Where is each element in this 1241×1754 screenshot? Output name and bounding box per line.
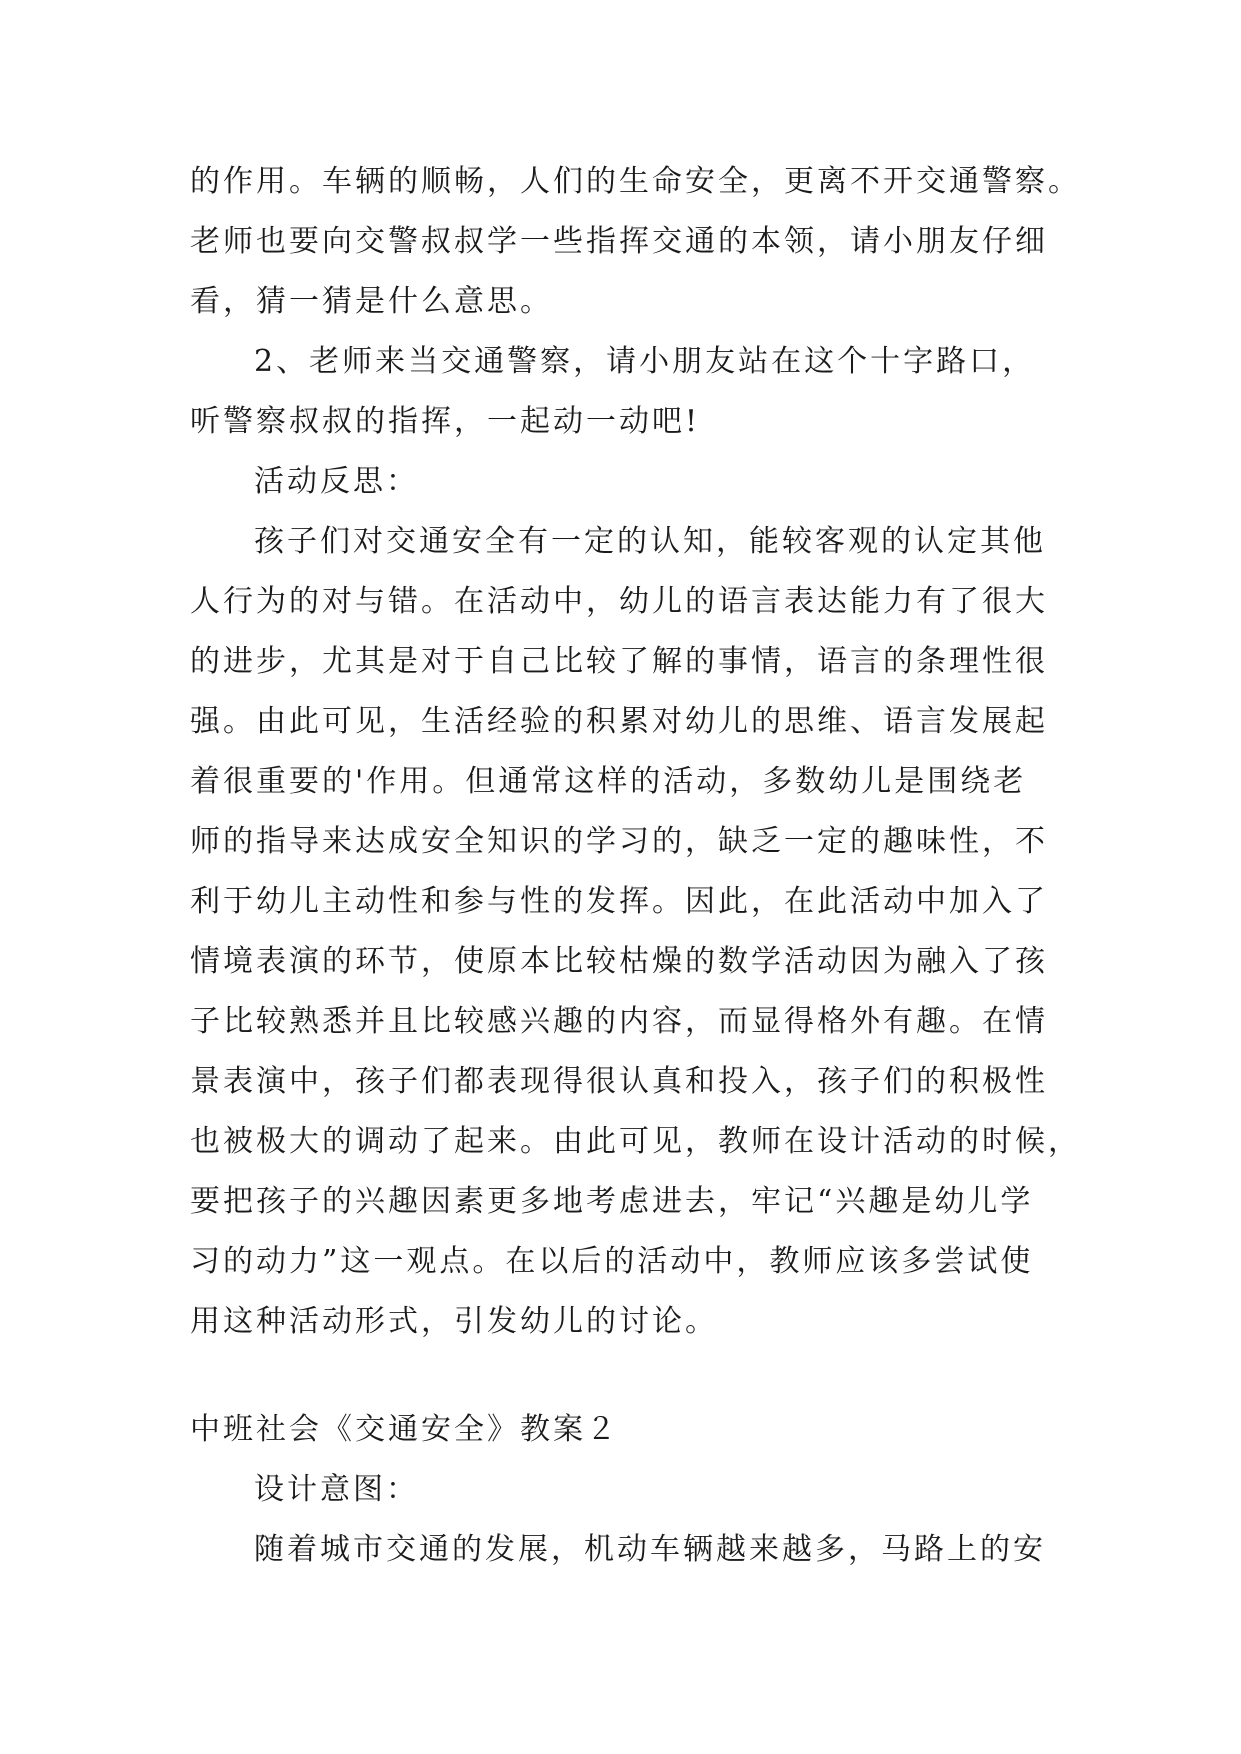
body-line: 景表演中，孩子们都表现得很认真和投入，孩子们的积极性 — [190, 1064, 1048, 1099]
body-line: 看，猜一猜是什么意思。 — [190, 284, 553, 319]
body-line: 习的动力”这一观点。在以后的活动中，教师应该多尝试使 — [190, 1244, 1034, 1279]
section-heading-design-intent: 设计意图： — [254, 1472, 419, 1507]
document-title: 中班社会《交通安全》教案２ — [190, 1412, 619, 1447]
body-line: 听警察叔叔的指挥，一起动一动吧! — [190, 404, 701, 439]
body-line: 孩子们对交通安全有一定的认知，能较客观的认定其他 — [254, 524, 1046, 559]
body-line: 人行为的对与错。在活动中，幼儿的语言表达能力有了很大 — [190, 584, 1048, 619]
body-line: 师的指导来达成安全知识的学习的，缺乏一定的趣味性，不 — [190, 824, 1048, 859]
body-line: 子比较熟悉并且比较感兴趣的内容，而显得格外有趣。在情 — [190, 1004, 1048, 1039]
body-line: 2、老师来当交通警察，请小朋友站在这个十字路口， — [254, 344, 1036, 379]
body-line: 利于幼儿主动性和参与性的发挥。因此，在此活动中加入了 — [190, 884, 1048, 919]
section-heading-reflection: 活动反思： — [254, 464, 419, 499]
body-line: 随着城市交通的发展，机动车辆越来越多，马路上的安 — [254, 1532, 1046, 1567]
body-line: 的作用。车辆的顺畅，人们的生命安全，更离不开交通警察。 — [190, 164, 1081, 199]
body-line: 也被极大的调动了起来。由此可见，教师在设计活动的时候， — [190, 1124, 1081, 1159]
body-line: 强。由此可见，生活经验的积累对幼儿的思维、语言发展起 — [190, 704, 1048, 739]
body-line: 老师也要向交警叔叔学一些指挥交通的本领，请小朋友仔细 — [190, 224, 1048, 259]
body-line: 情境表演的环节，使原本比较枯燥的数学活动因为融入了孩 — [190, 944, 1048, 979]
body-line: 的进步，尤其是对于自己比较了解的事情，语言的条理性很 — [190, 644, 1048, 679]
body-line: 要把孩子的兴趣因素更多地考虑进去，牢记“兴趣是幼儿学 — [190, 1184, 1034, 1219]
body-line: 着很重要的'作用。但通常这样的活动，多数幼儿是围绕老 — [190, 764, 1027, 799]
body-line: 用这种活动形式，引发幼儿的讨论。 — [190, 1304, 718, 1339]
